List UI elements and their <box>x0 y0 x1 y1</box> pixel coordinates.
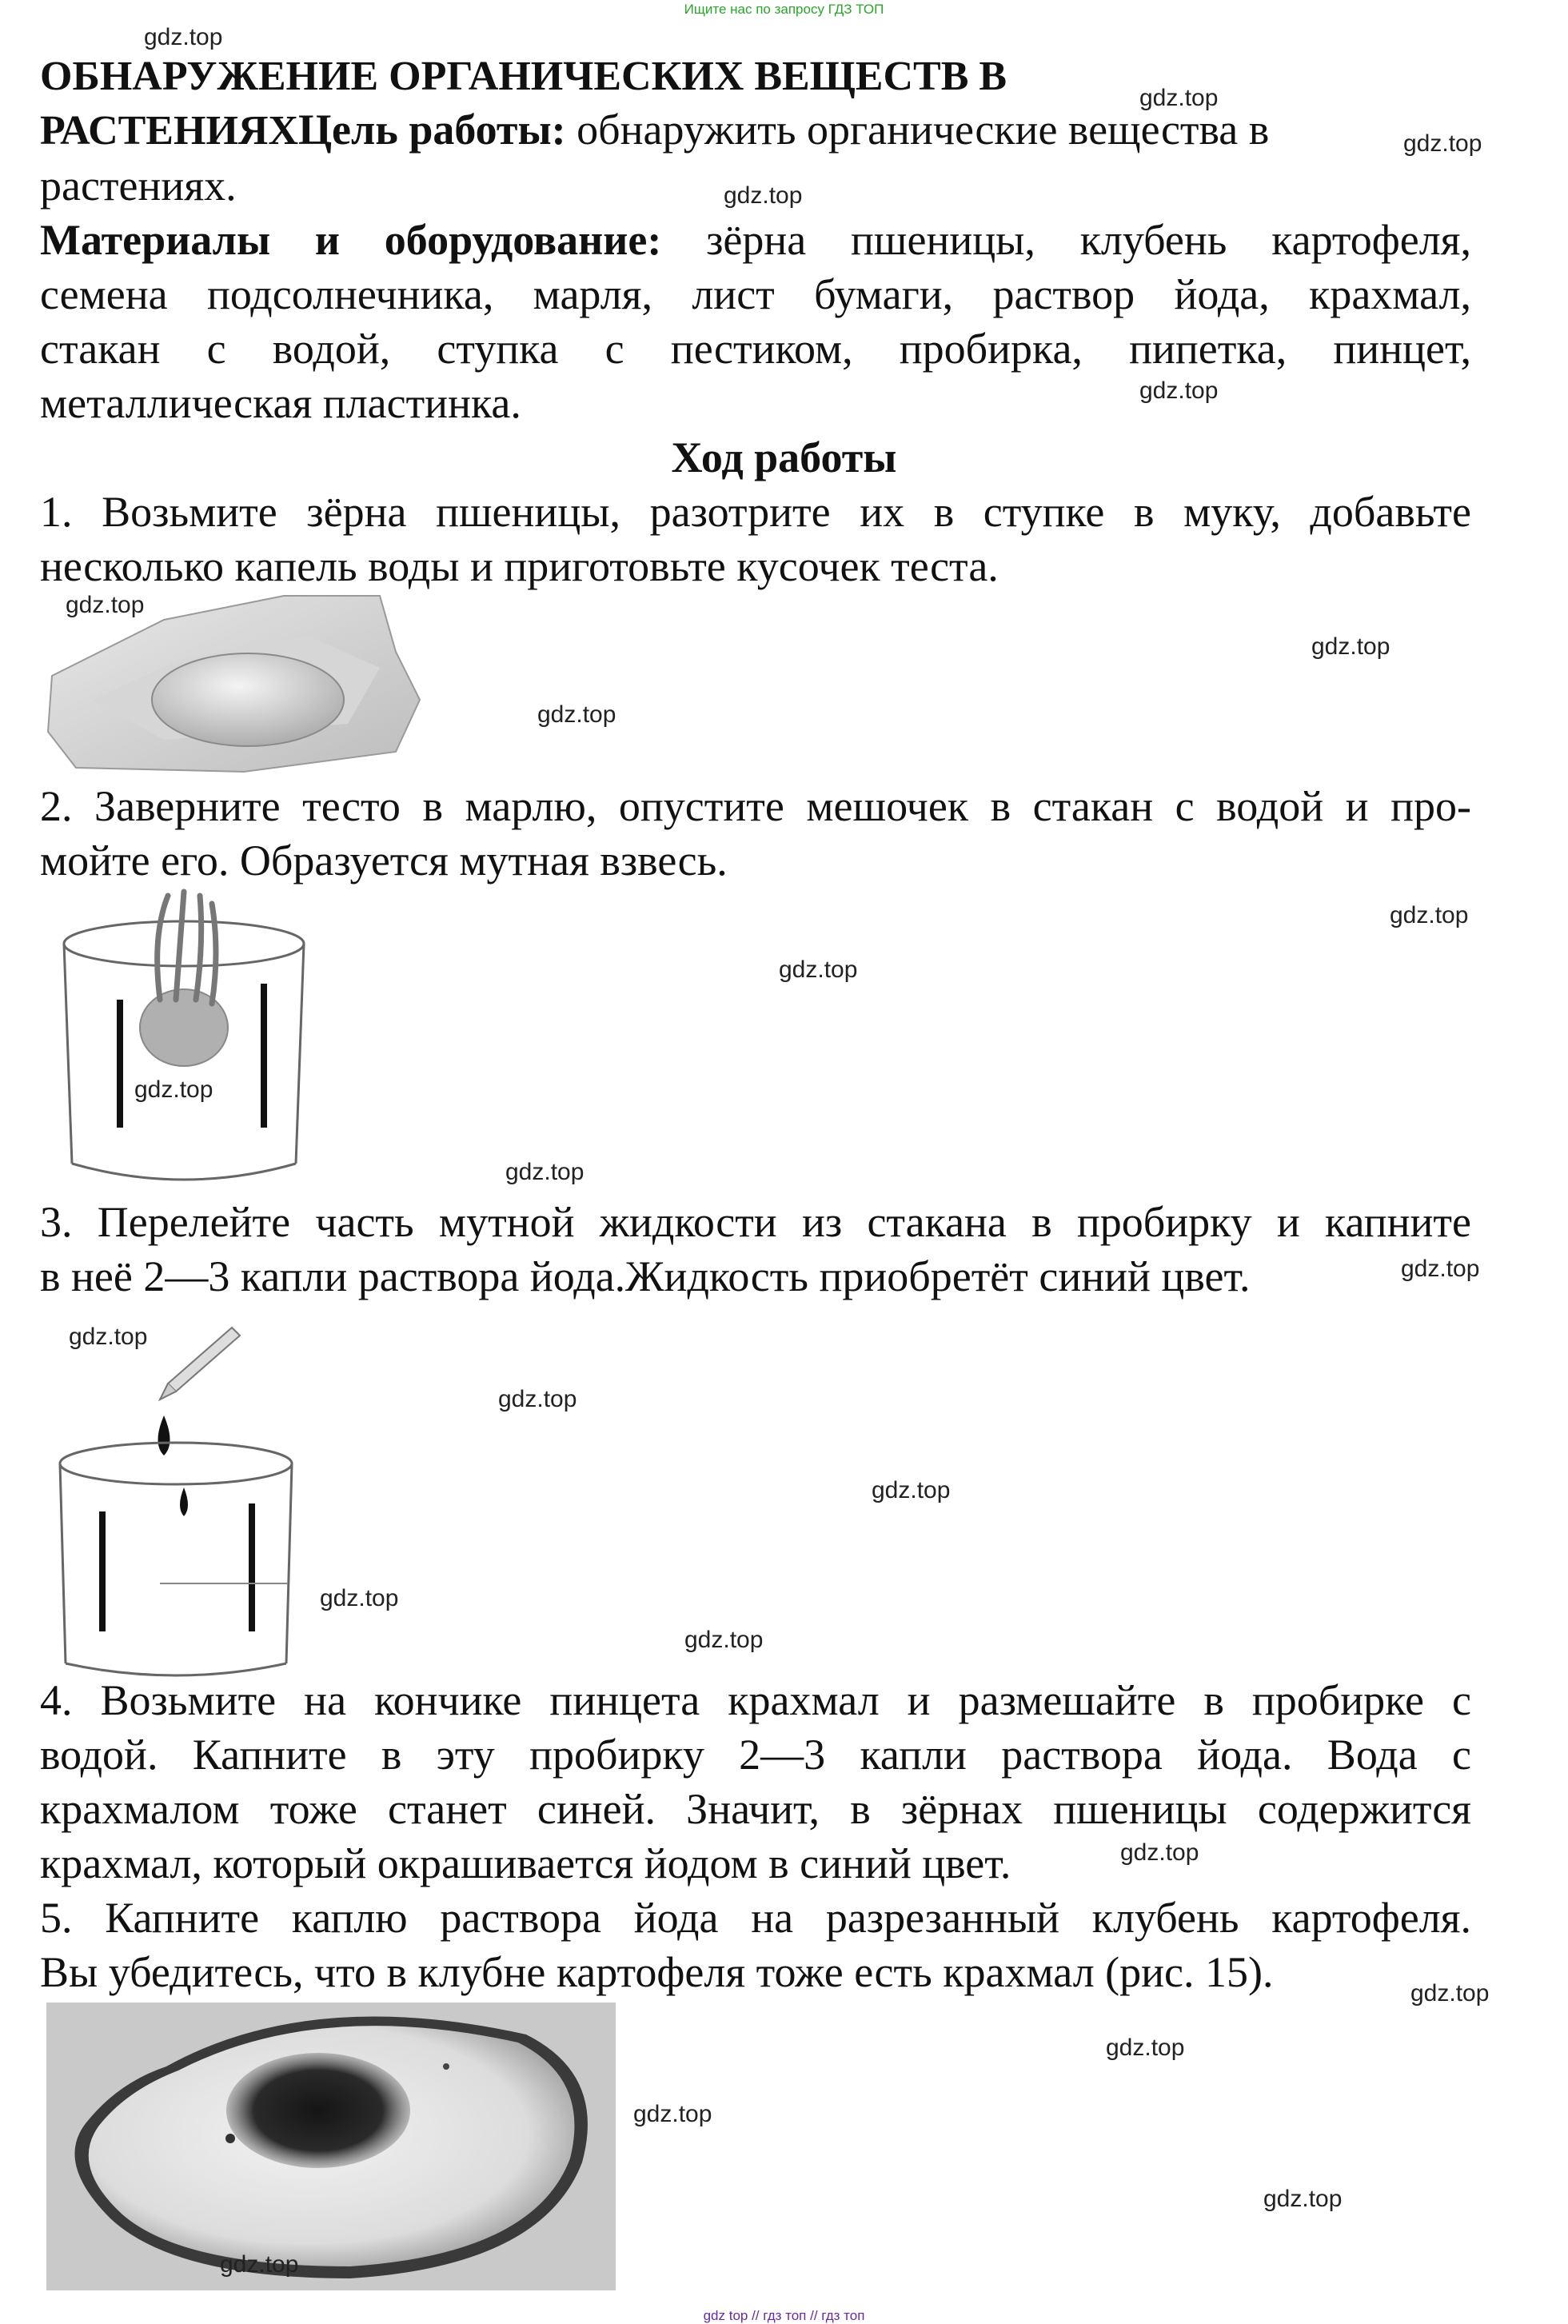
step-4-line-1: 4. Возьмите на кончике пинцета крахмал и размешайте в пробирке с <box>40 1676 1471 1724</box>
watermark: gdz.top <box>724 182 803 209</box>
watermark: gdz.top <box>684 1627 764 1653</box>
step-5-line-2: Вы убедитесь, что в клубне картофеля тоже есть крахмал (рис. 15). <box>40 1948 1274 1996</box>
watermark: gdz.top <box>1410 1980 1490 2007</box>
top-banner: Ищите нас по запросу ГДЗ ТОП <box>684 2 884 17</box>
watermark: gdz.top <box>1263 2186 1343 2212</box>
step-1-line-2: несколько капель воды и приготовьте кусочек теста. <box>40 542 999 590</box>
watermark: gdz.top <box>1139 377 1219 404</box>
step-4-line-4: крахмал, который окрашивается йодом в синий цвет. <box>40 1839 1011 1887</box>
watermark: gdz.top <box>220 2251 299 2278</box>
watermark: gdz.top <box>779 956 858 983</box>
step-1-line-1: 1. Возьмите зёрна пшеницы, разотрите их в ступке в муку, добавьте <box>40 488 1471 536</box>
watermark: gdz.top <box>134 1076 213 1103</box>
goal-text-cont: растениях. <box>40 162 237 210</box>
watermark: gdz.top <box>66 592 145 618</box>
watermark: gdz.top <box>320 1585 399 1611</box>
watermark: gdz.top <box>1390 902 1469 928</box>
step-2-line-1: 2. Заверните тесто в марлю, опустите мешочек в стакан с водой и про- <box>40 782 1471 830</box>
watermark: gdz.top <box>633 2101 712 2127</box>
goal-line <box>40 102 1479 158</box>
materials-line-1 <box>40 213 1471 267</box>
goal-text: обнаружить органические вещества в <box>565 106 1270 154</box>
watermark: gdz.top <box>1120 1839 1199 1866</box>
watermark: gdz.top <box>1403 130 1482 157</box>
iodine-stain-shape <box>226 2053 410 2168</box>
watermark: gdz.top <box>1401 1256 1480 1282</box>
footer: gdz top // гдз топ // гдз топ <box>703 2308 865 2323</box>
step-4-line-2: водой. Капните в эту пробирку 2—3 капли раствора йода. Вода с <box>40 1731 1471 1779</box>
procedure-heading: Ход работы <box>671 433 897 481</box>
materials-label: Материалы и оборудование: <box>40 216 662 264</box>
step-4-line-3: крахмалом тоже станет синей. Значит, в зёрнах пшеницы содержится <box>40 1785 1471 1833</box>
step-2-line-2: мойте его. Образуется мутная взвесь. <box>40 837 728 884</box>
watermark: gdz.top <box>498 1386 577 1412</box>
watermark: gdz.top <box>144 24 223 50</box>
watermark: gdz.top <box>1106 2034 1185 2061</box>
potato-photo-figure <box>46 2003 616 2290</box>
materials-line-3: стакан с водой, ступка с пестиком, пробирка, пипетка, пинцет, <box>40 325 1471 373</box>
goal-label: Цель работы: <box>298 106 566 154</box>
title-continuation: РАСТЕНИЯХ <box>40 108 298 154</box>
watermark: gdz.top <box>1139 85 1219 111</box>
page-title: ОБНАРУЖЕНИЕ ОРГАНИЧЕСКИХ ВЕЩЕСТВ В <box>40 54 1007 99</box>
materials-text: зёрна пшеницы, клубень картофеля, <box>661 216 1471 264</box>
watermark: gdz.top <box>872 1477 951 1503</box>
watermark: gdz.top <box>69 1324 148 1350</box>
step-3-line-1: 3. Перелейте часть мутной жидкости из стакана в пробирку и капните <box>40 1198 1471 1246</box>
iodine-drop-shape <box>158 1416 170 1455</box>
pipette-shape <box>168 1328 240 1392</box>
step-3-line-2: в неё 2—3 капли раствора йода.Жидкость приобретёт синий цвет. <box>40 1252 1251 1300</box>
watermark: gdz.top <box>537 701 616 728</box>
materials-line-4: металлическая пластинка. <box>40 379 521 427</box>
step-5-line-1: 5. Капните каплю раствора йода на разрезанный клубень картофеля. <box>40 1894 1471 1942</box>
gauze-in-glass-figure <box>48 888 320 1200</box>
watermark: gdz.top <box>505 1159 585 1185</box>
dough-piece-shape <box>152 653 344 746</box>
materials-line-2: семена подсолнечника, марля, лист бумаги, раствор йода, крахмал, <box>40 270 1471 318</box>
watermark: gdz.top <box>1311 633 1390 660</box>
test-tube-iodine-figure <box>48 1312 312 1679</box>
